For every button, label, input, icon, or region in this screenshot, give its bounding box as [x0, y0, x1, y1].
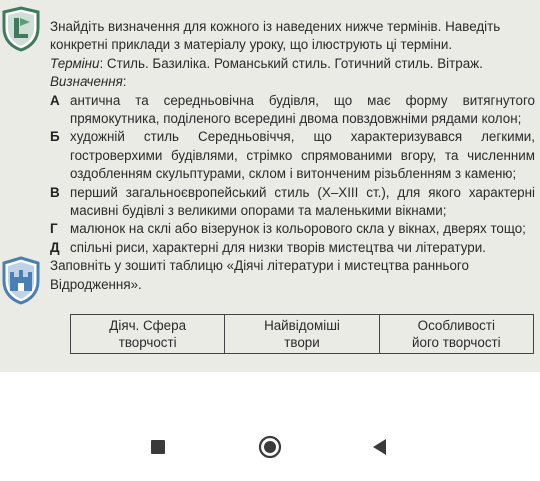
definition-text: спільні риси, характерні для низки творів мистецтва чи літератури.	[70, 239, 486, 255]
definition-item	[50, 220, 535, 238]
header-line: його творчості	[412, 335, 501, 350]
home-circle-icon[interactable]	[258, 435, 282, 459]
castle-emblem-icon	[0, 255, 42, 305]
header-line: Діяч. Сфера	[109, 318, 187, 333]
recents-square-icon[interactable]	[148, 437, 168, 457]
definitions-colon: :	[122, 74, 127, 90]
definition-letter: Д	[50, 239, 60, 255]
definitions-label: Визначення	[50, 74, 123, 90]
task1-instruction: Знайдіть визначення для кожного із наведених нижче термінів. Наведіть конкретні приклади з матеріалу уроку, що ілюструють ці терміни.	[50, 19, 501, 53]
table-header-cell	[71, 315, 225, 353]
definition-text: малюнок на склі або візерунок із кольорового скла у вікнах, дверях тощо;	[70, 221, 526, 237]
definition-text: художній стиль Середньовіччя, що характеризувався легкими, гостроверхими будівлями, стрімко спрямованими вгору, та численним оздобленням скульптурами, склом і витонченим різьбленням з каменю;	[70, 129, 535, 182]
back-triangle-icon[interactable]	[370, 437, 390, 457]
task-text-block	[50, 18, 535, 294]
definition-letter: Г	[50, 221, 58, 237]
definition-text: антична та середньовічна будівля, що має форму витягнутого прямокутника, поділеного всередині двома повздовжніми рядами колон;	[70, 92, 535, 127]
definition-letter: В	[50, 184, 60, 200]
definition-item	[50, 184, 535, 221]
definition-letter: Б	[50, 129, 60, 145]
terms-text: : Стиль. Базиліка. Романський стиль. Готичний стиль. Вітраж.	[99, 55, 483, 71]
terms-label: Терміни	[50, 55, 100, 71]
header-line: Особливості	[417, 318, 495, 333]
definition-item	[50, 92, 535, 129]
definition-item	[50, 128, 535, 183]
header-line: твори	[284, 335, 320, 350]
definition-item	[50, 239, 535, 257]
header-line: творчості	[118, 335, 177, 350]
terms-line	[50, 55, 535, 73]
renaissance-figures-table	[70, 314, 534, 354]
header-line: Найвідоміші	[264, 318, 340, 333]
task2-instruction: Заповніть у зошиті таблицю «Діячі літератури і мистецтва раннього Відродження».	[50, 258, 469, 292]
shield-emblem-icon	[0, 6, 42, 52]
table-header-cell	[380, 315, 533, 353]
definition-text: перший загальноєвропейський стиль (X–XIII ст.), для якого характерні масивні будівлі з великими опорами та маленькими вікнами;	[70, 184, 535, 219]
android-navigation-bar	[0, 410, 540, 481]
definitions-heading	[50, 73, 535, 91]
table-header-cell	[225, 315, 379, 353]
definition-letter: А	[50, 92, 60, 108]
